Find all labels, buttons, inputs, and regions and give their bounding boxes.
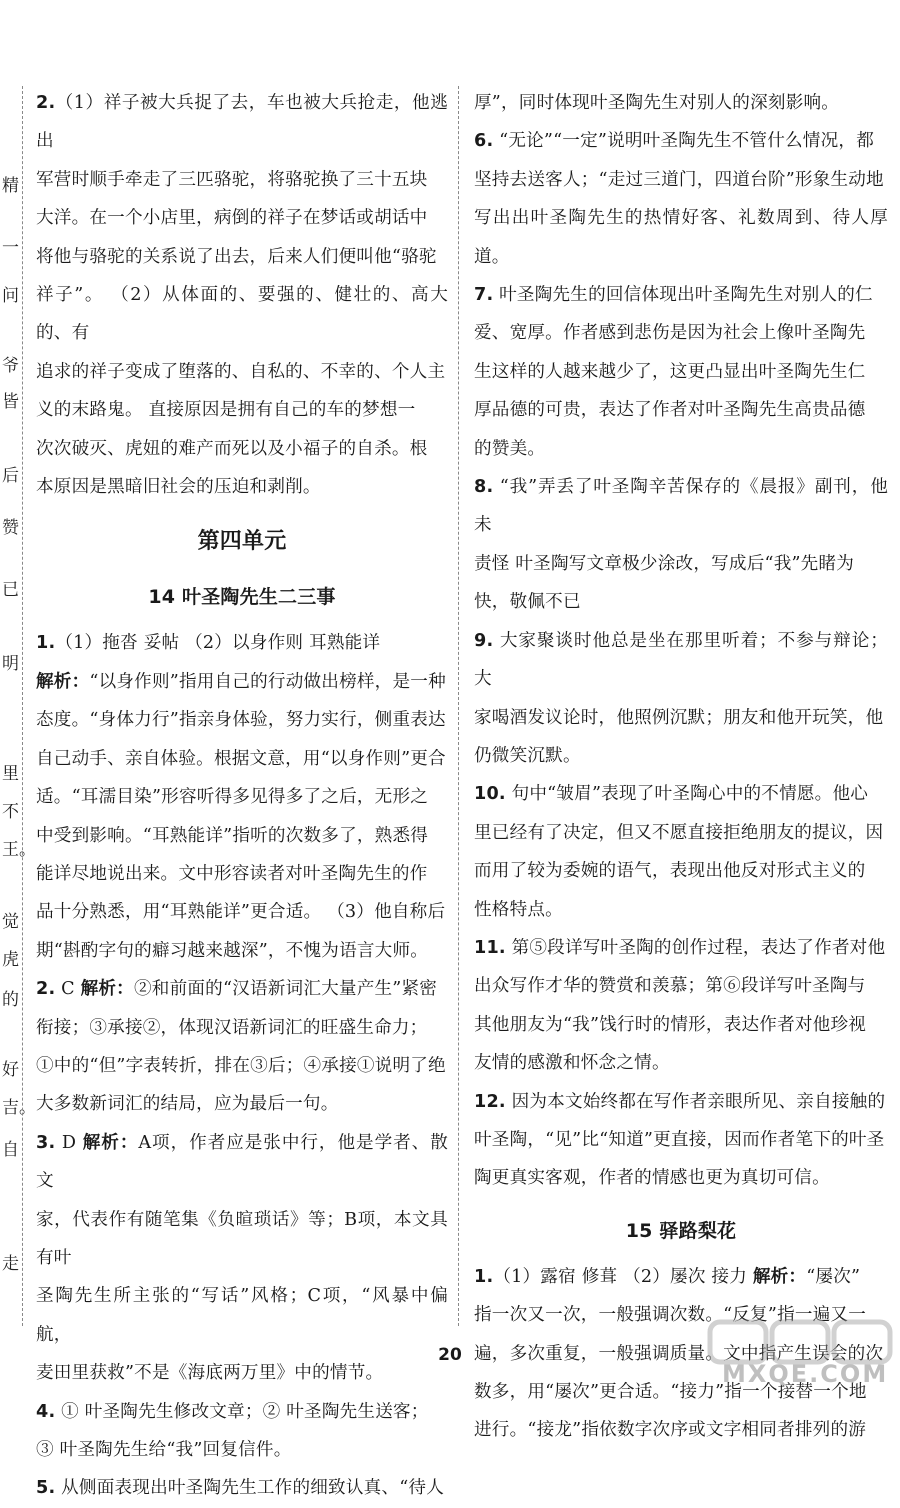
lesson-title: 15 驿路梨花: [625, 1219, 737, 1242]
edge-char: 里: [2, 764, 19, 784]
text-span: 叶圣陶先生的回信体现出叶圣陶先生对别人的仁: [499, 285, 873, 306]
edge-char: 一: [2, 238, 19, 258]
unit-title: 第四单元: [197, 529, 287, 555]
text-line: 仍微笑沉默。: [474, 745, 581, 766]
text-line: 次次破灭、虎妞的难产而死以及小福子的自杀。根: [36, 438, 428, 459]
text-span: 第⑤段详写叶圣陶的创作过程，表达了作者对他: [511, 937, 886, 958]
edge-char: 问: [2, 286, 19, 306]
text-line: 里已经有了决定，但又不愿直接拒绝朋友的提议，因: [474, 822, 884, 843]
text-line: 大多数新词汇的结局，应为最后一句。: [36, 1094, 339, 1115]
text-line: 进行。“接龙”指依数字次序或文字相同者排列的游: [474, 1420, 867, 1441]
text-line: 家，代表作有随笔集《负暄琐话》等；B项，本文具有叶: [36, 1209, 448, 1268]
right-column: [474, 84, 888, 1450]
answer-item: [474, 1258, 888, 1296]
text-span: ②和前面的“汉语新词汇大量产生”紧密: [133, 979, 438, 1000]
text-line: 家喝酒发议论时，他照例沉默；朋友和他开玩笑，他: [474, 707, 884, 728]
text-line: ③ 叶圣陶先生给“我”回复信件。: [36, 1440, 292, 1460]
text-line: 义的末路鬼。 直接原因是拥有自己的车的梦想一: [36, 400, 416, 421]
text-line: 麦田里获救”不是《海底两万里》中的情节。: [36, 1363, 384, 1384]
text-line: 其他朋友为“我”饯行时的情形，表达作者对他珍视: [474, 1014, 867, 1035]
text-line: 坚持去送客人；“走过三道门，四道台阶”形象生动地: [474, 169, 884, 190]
answer-item: [36, 624, 448, 662]
text-span: “无论”“一定”说明叶圣陶先生不管什么情况，都: [499, 131, 874, 152]
edge-char: 爷: [2, 356, 19, 376]
text-line: 叶圣陶，“见”比“知道”更直接，因而作者笔下的叶圣: [474, 1129, 885, 1150]
analysis-label: 解析：: [80, 979, 134, 1000]
edge-char: 不: [2, 802, 19, 822]
answer-choice: D: [61, 1132, 83, 1153]
text-line: 军营时顺手牵走了三匹骆驼，将骆驼换了三十五块: [36, 169, 428, 190]
text-line: 的赞美。: [474, 438, 546, 459]
edge-char: 赞: [2, 518, 19, 538]
answer-item: [36, 1393, 448, 1431]
edge-char: 后: [2, 466, 19, 486]
text-line: 圣陶先生所主张的“写话”风格；C项，“风暴中偏航，: [36, 1286, 448, 1345]
analysis-label: 解析：: [82, 1132, 139, 1153]
edge-char: 好: [2, 1060, 19, 1080]
item-number: 4.: [36, 1401, 56, 1422]
text-span: 因为本文始终都在写作者亲眼所见、亲自接触的: [511, 1091, 886, 1112]
edge-char: 皆: [2, 392, 19, 412]
edge-char: 走: [2, 1254, 19, 1274]
text-line: （1）拖沓 妥帖 （2）以身作则 耳熟能详: [55, 633, 381, 654]
answer-item: [36, 84, 448, 161]
text-line: 快，敬佩不已: [474, 592, 581, 613]
answer-item: [474, 122, 888, 160]
left-edge-fragments: [0, 0, 36, 1390]
text-line: 大洋。在一个小店里，病倒的祥子在梦话或胡话中: [36, 208, 428, 229]
text-line: 而用了较为委婉的语气，表现出他反对形式主义的: [474, 861, 866, 882]
item-number: 2.: [36, 979, 56, 1000]
page-number: 20: [438, 1345, 462, 1365]
text-line: 生这样的人越来越少了，这更凸显出叶圣陶先生仁: [474, 361, 866, 382]
text-line: 爱、宽厚。作者感到悲伤是因为社会上像叶圣陶先: [474, 323, 866, 344]
item-number: 9.: [474, 630, 494, 651]
answer-item: [474, 775, 888, 813]
text-line: （1）祥子被大兵捉了去，车也被大兵抢走，他逃出: [36, 93, 448, 152]
answer-choice: C: [61, 979, 81, 1000]
edge-char: 的: [2, 990, 19, 1010]
text-span: “屡次”: [806, 1266, 861, 1287]
text-line: 厚品德的可贵，表达了作者对叶圣陶先生高贵品德: [474, 400, 866, 421]
text-line: 适。“耳濡目染”形容听得多见得多了之后，无形之: [36, 787, 429, 808]
watermark-text: MXQE.COM: [722, 1360, 889, 1388]
left-column: [36, 84, 448, 1508]
text-line: 指一次又一次，一般强调次数。“反复”指一遍又一: [474, 1305, 867, 1326]
answer-item: [36, 1469, 448, 1507]
edge-char: 明: [2, 654, 19, 674]
answer-item: [474, 276, 888, 314]
text-line: 能详尽地说出来。文中形容读者对叶圣陶先生的作: [36, 863, 428, 884]
text-span: “以身作则”指用自己的行动做出榜样，是一种: [89, 671, 446, 692]
text-line: 期“斟酌字句的癖习越来越深”，不愧为语言大师。: [36, 940, 429, 961]
answer-item: [36, 970, 448, 1008]
edge-char: 王。: [2, 840, 36, 860]
item-number: 6.: [474, 131, 494, 152]
answer-item: [474, 929, 888, 967]
text-line: 出众写作才华的赞赏和羡慕；第⑥段详写叶圣陶与: [474, 976, 866, 997]
text-line: 责怪 叶圣陶写文章极少涂改，写成后“我”先睹为: [474, 553, 855, 574]
column-divider: [458, 86, 459, 1326]
text-line: 自己动手、亲自体验。根据文意，用“以身作则”更合: [36, 748, 446, 769]
text-line: 本原因是黑暗旧社会的压迫和剥削。: [36, 477, 321, 498]
item-number: 2.: [36, 93, 56, 113]
edge-char: 已: [2, 580, 19, 600]
text-line: 追求的祥子变成了堕落的、自私的、不幸的、个人主: [36, 361, 446, 382]
lesson-title: 14 叶圣陶先生二三事: [148, 586, 336, 609]
left-margin-rule: [22, 86, 23, 1326]
text-line: 祥子”。 （2）从体面的、要强的、健壮的、高大的、有: [36, 285, 448, 344]
text-line: 遍，多次重复，一般强调质量。文中指产生误会的次: [474, 1343, 884, 1364]
text-line: 中受到影响。“耳熟能详”指听的次数多了，熟悉得: [36, 825, 429, 846]
item-number: 10.: [474, 784, 506, 805]
text-line: 友情的感激和怀念之情。: [474, 1053, 670, 1074]
text-span: （1）露宿 修葺 （2）屡次 接力: [493, 1266, 753, 1287]
edge-char: 自: [2, 1140, 19, 1160]
text-line: 将他与骆驼的关系说了出去，后来人们便叫他“骆驼: [36, 246, 437, 267]
text-span: 大家聚谈时他总是坐在那里听着；不参与辩论；大: [474, 630, 889, 690]
text-span: “我”弄丢了叶圣陶辛苦保存的《晨报》副刊，他未: [474, 477, 888, 536]
text-line: 厚”，同时体现叶圣陶先生对别人的深刻影响。: [474, 93, 840, 113]
text-line: [36, 663, 448, 701]
text-line: 性格特点。: [474, 899, 563, 920]
answer-item: [474, 468, 888, 545]
edge-char: 觉: [2, 912, 19, 932]
answer-item: [36, 1124, 448, 1201]
item-number: 7.: [474, 285, 494, 306]
analysis-label: 解析：: [752, 1266, 807, 1287]
item-number: 8.: [474, 477, 494, 498]
edge-char: 吉。: [2, 1098, 36, 1118]
text-span: 从侧面表现出叶圣陶先生工作的细致认真、“待人: [61, 1478, 444, 1499]
item-number: 5.: [36, 1478, 56, 1499]
analysis-label: 解析：: [36, 671, 90, 692]
item-number: 1.: [36, 633, 56, 654]
text-line: 品十分熟悉，用“耳熟能详”更合适。 （3）他自称后: [36, 902, 446, 923]
text-line: 数多，用“屡次”更合适。“接力”指一个接替一个地: [474, 1382, 867, 1402]
item-number: 3.: [36, 1132, 56, 1153]
edge-char: 精: [2, 176, 19, 196]
text-line: 写出出叶圣陶先生的热情好客、礼数周到、待人厚道。: [474, 208, 888, 267]
answer-item: [474, 622, 888, 699]
text-span: 句中“皱眉”表现了叶圣陶心中的不情愿。他心: [511, 784, 869, 805]
text-line: ①中的“但”字表转折，排在③后；④承接①说明了绝: [36, 1055, 446, 1076]
answer-item: [474, 1083, 888, 1121]
text-line: 衔接；③承接②，体现汉语新词汇的旺盛生命力；: [36, 1017, 428, 1038]
text-span: A项，作者应是张中行，他是学者、散文: [36, 1132, 448, 1192]
text-line: 态度。“身体力行”指亲身体验，努力实行，侧重表达: [36, 710, 446, 731]
edge-char: 虎: [2, 950, 19, 970]
text-span: ① 叶圣陶先生修改文章；② 叶圣陶先生送客；: [61, 1401, 429, 1422]
item-number: 11.: [474, 937, 506, 958]
item-number: 1.: [474, 1266, 494, 1287]
item-number: 12.: [474, 1091, 506, 1112]
text-line: 陶更真实客观，作者的情感也更为真切可信。: [474, 1168, 830, 1189]
